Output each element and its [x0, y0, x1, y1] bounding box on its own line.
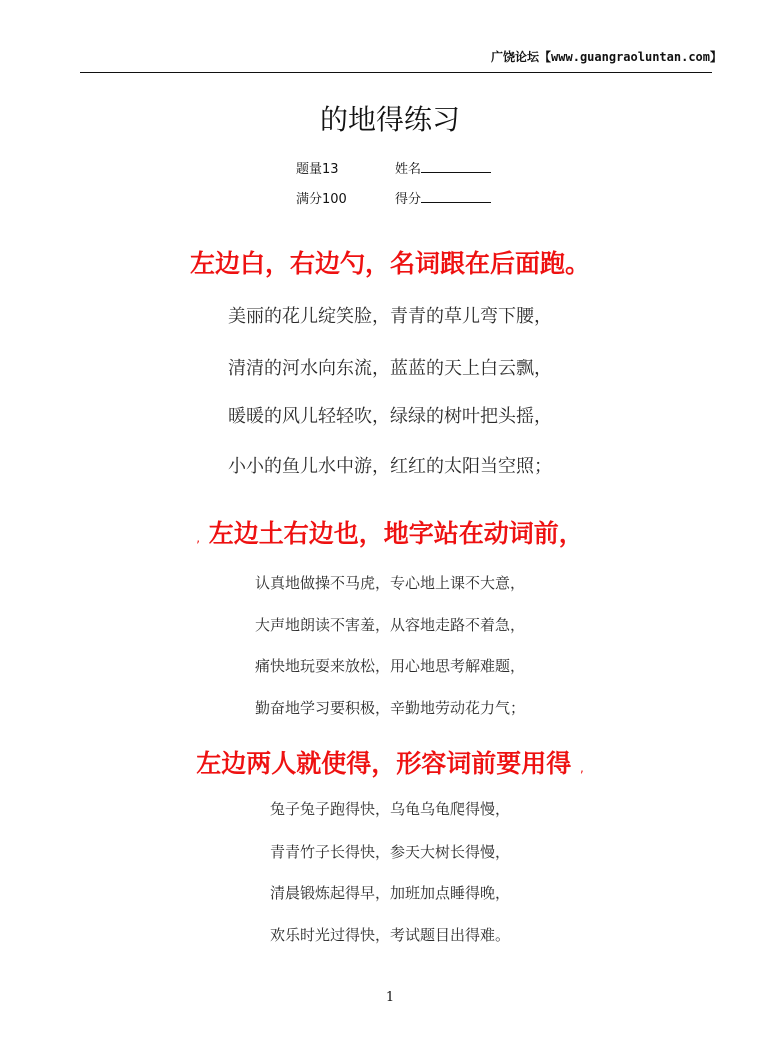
score-field — [395, 188, 491, 207]
page-title: 的地得练习 — [319, 103, 460, 136]
section-suffix-mark: , — [579, 761, 584, 775]
section-prefix-mark: , — [196, 531, 201, 545]
poem-line: 兔子兔子跑得快，乌龟乌龟爬得慢， — [269, 800, 510, 818]
poem-line: 清晨锻炼起得早，加班加点睡得晚， — [269, 884, 510, 902]
poem-line: 痛快地玩耍来放松，用心地思考解难题， — [254, 657, 525, 675]
poem-line: 青青竹子长得快，参天大树长得慢， — [269, 843, 510, 861]
name-field — [395, 158, 491, 177]
page-number: 1 — [385, 990, 395, 1005]
section-heading-de: 左边白，右边勺，名词跟在后面跑。 — [189, 249, 590, 278]
section-heading-dei-text: 左边两人就使得，形容词前要用得 — [196, 749, 572, 778]
name-label: 姓名 — [395, 162, 422, 177]
section-heading-di — [0, 514, 780, 550]
score-label: 得分 — [395, 192, 422, 207]
section-heading-dei — [0, 744, 780, 780]
header-site-label: 广饶论坛【www.guangraoluntan.com】 — [491, 50, 722, 64]
poem-line: 暖暖的风儿轻轻吹，绿绿的树叶把头摇， — [228, 406, 552, 427]
question-count: 题量13 — [296, 162, 339, 177]
poem-line: 小小的鱼儿水中游，红红的太阳当空照； — [228, 456, 552, 477]
poem-line: 大声地朗读不害羞，从容地走路不着急， — [254, 616, 525, 634]
score-blank-line — [421, 190, 491, 203]
name-blank-line — [421, 160, 491, 173]
poem-line: 勤奋地学习要积极，辛勤地劳动花力气； — [254, 699, 525, 717]
poem-line: 欢乐时光过得快，考试题目出得难。 — [269, 926, 510, 944]
poem-line: 美丽的花儿绽笑脸，青青的草儿弯下腰， — [228, 306, 552, 327]
section-heading-di-text: 左边土右边也，地字站在动词前， — [208, 519, 584, 548]
poem-line: 认真地做操不马虎，专心地上课不大意， — [254, 574, 525, 592]
header-divider — [80, 72, 712, 73]
poem-line: 清清的河水向东流，蓝蓝的天上白云飘， — [228, 358, 552, 379]
full-score: 满分100 — [296, 192, 347, 207]
